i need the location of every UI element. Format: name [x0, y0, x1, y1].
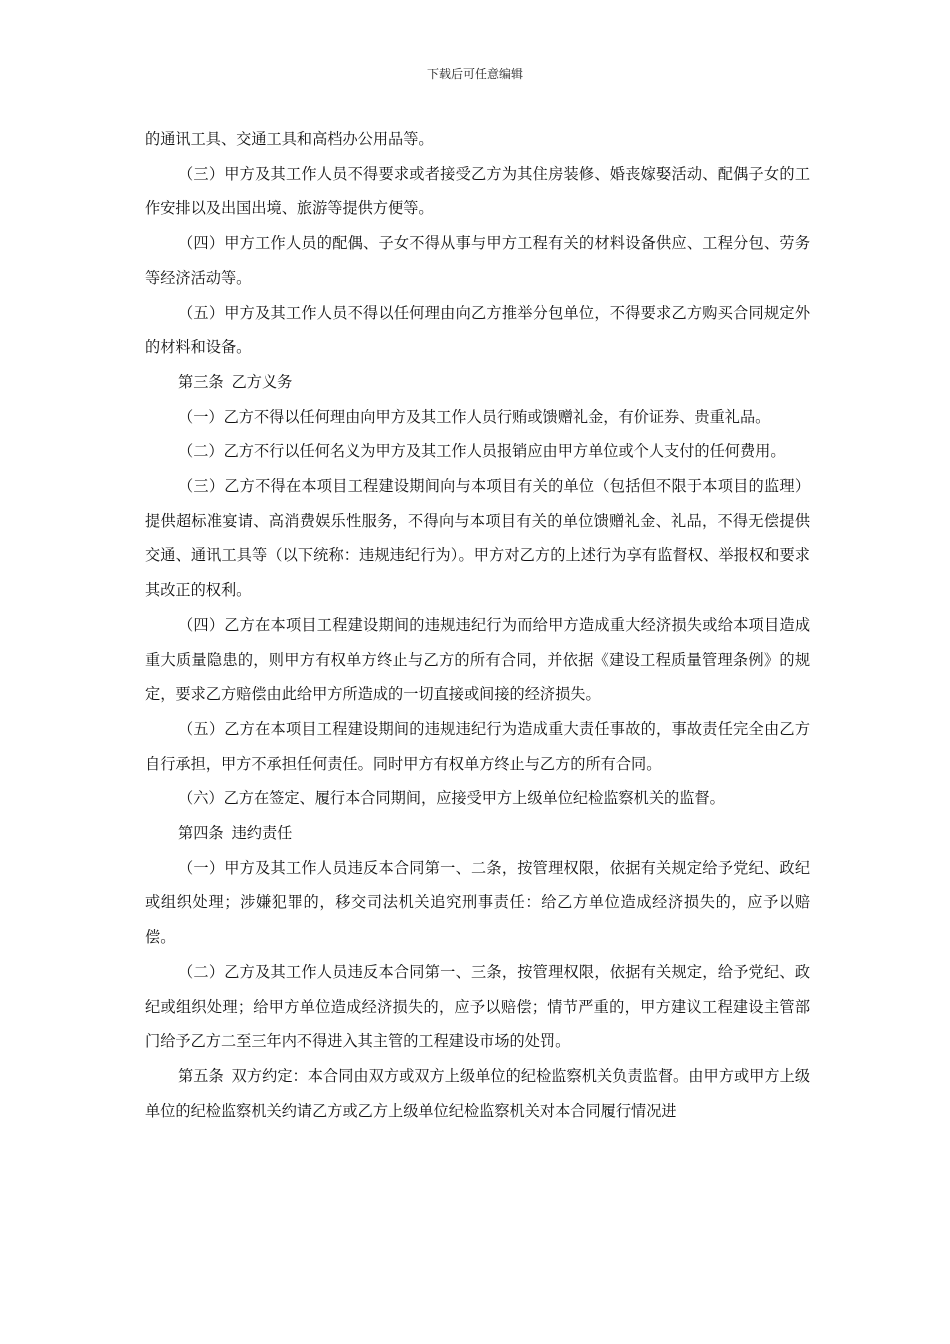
article-5-number: 第五条: [178, 1066, 224, 1085]
article-4-title: 违约责任: [231, 824, 293, 843]
article-3-item-3: （三）乙方不得在本项目工程建设期间向与本项目有关的单位（包括但不限于本项目的监理）提供超标准宴请、高消费娱乐性服务，不得向与本项目有关的单位馈赠礼金、礼品，不得无偿提供交通、通讯工具等（以下统称：违规违纪行为）。甲方对乙方的上述行为享有监督权、举报权和要求其改正的权利。: [145, 477, 810, 600]
article-3-item-5: （五）乙方在本项目工程建设期间的违规违纪行为造成重大责任事故的，事故责任完全由乙方自行承担，甲方不承担任何责任。同时甲方有权单方终止与乙方的所有合同。: [145, 719, 810, 773]
article-4-heading: [145, 816, 810, 851]
article-3-item-4: （四）乙方在本项目工程建设期间的违规违纪行为而给甲方造成重大经济损失或给本项目造成重大质量隐患的，则甲方有权单方终止与乙方的所有合同，并依据《建设工程质量管理条例》的规定，要求乙方赔偿由此给甲方所造成的一切直接或间接的经济损失。: [145, 615, 810, 704]
article-4-number: 第四条: [178, 824, 224, 843]
article-3-number: 第三条: [178, 372, 224, 391]
article-3-item-6: （六）乙方在签定、履行本合同期间，应接受甲方上级单位纪检监察机关的监督。: [178, 789, 725, 808]
article-5-text: 双方约定：本合同由双方或双方上级单位的纪检监察机关负责监督。由甲方或甲方上级单位的纪检监察机关约请乙方或乙方上级单位纪检监察机关对本合同履行情况进: [145, 1066, 811, 1120]
article-3-item-1: （一）乙方不得以任何理由向甲方及其工作人员行贿或馈赠礼金，有价证券、贵重礼品。: [178, 407, 771, 426]
article-3-item-2: （二）乙方不行以任何名义为甲方及其工作人员报销应由甲方单位或个人支付的任何费用。: [178, 442, 786, 461]
paragraph-item-3: （三）甲方及其工作人员不得要求或者接受乙方为其住房装修、婚丧嫁娶活动、配偶子女的工作安排以及出国出境、旅游等提供方便等。: [145, 164, 810, 218]
article-3-title: 乙方义务: [231, 372, 293, 391]
page-header: 下载后可任意编辑: [426, 67, 523, 81]
paragraph-continuation: 的通讯工具、交通工具和高档办公用品等。: [145, 130, 434, 148]
paragraph-item-5: （五）甲方及其工作人员不得以任何理由向乙方推举分包单位，不得要求乙方购买合同规定外的材料和设备。: [145, 303, 810, 357]
document-body: [145, 122, 810, 1128]
article-4-item-2: （二）乙方及其工作人员违反本合同第一、三条，按管理权限，依据有关规定，给予党纪、政纪或组织处理；给甲方单位造成经济损失的，应予以赔偿；情节严重的，甲方建议工程建设主管部门给予乙方二至三年内不得进入其主管的工程建设市场的处罚。: [145, 962, 810, 1051]
article-5-paragraph: [145, 1059, 810, 1128]
article-4-item-1: （一）甲方及其工作人员违反本合同第一、二条，按管理权限，依据有关规定给予党纪、政纪或组织处理；涉嫌犯罪的，移交司法机关追究刑事责任：给乙方单位造成经济损失的，应予以赔偿。: [145, 858, 810, 947]
paragraph-item-4: （四）甲方工作人员的配偶、子女不得从事与甲方工程有关的材料设备供应、工程分包、劳务等经济活动等。: [145, 234, 810, 287]
article-3-heading: [145, 365, 810, 400]
